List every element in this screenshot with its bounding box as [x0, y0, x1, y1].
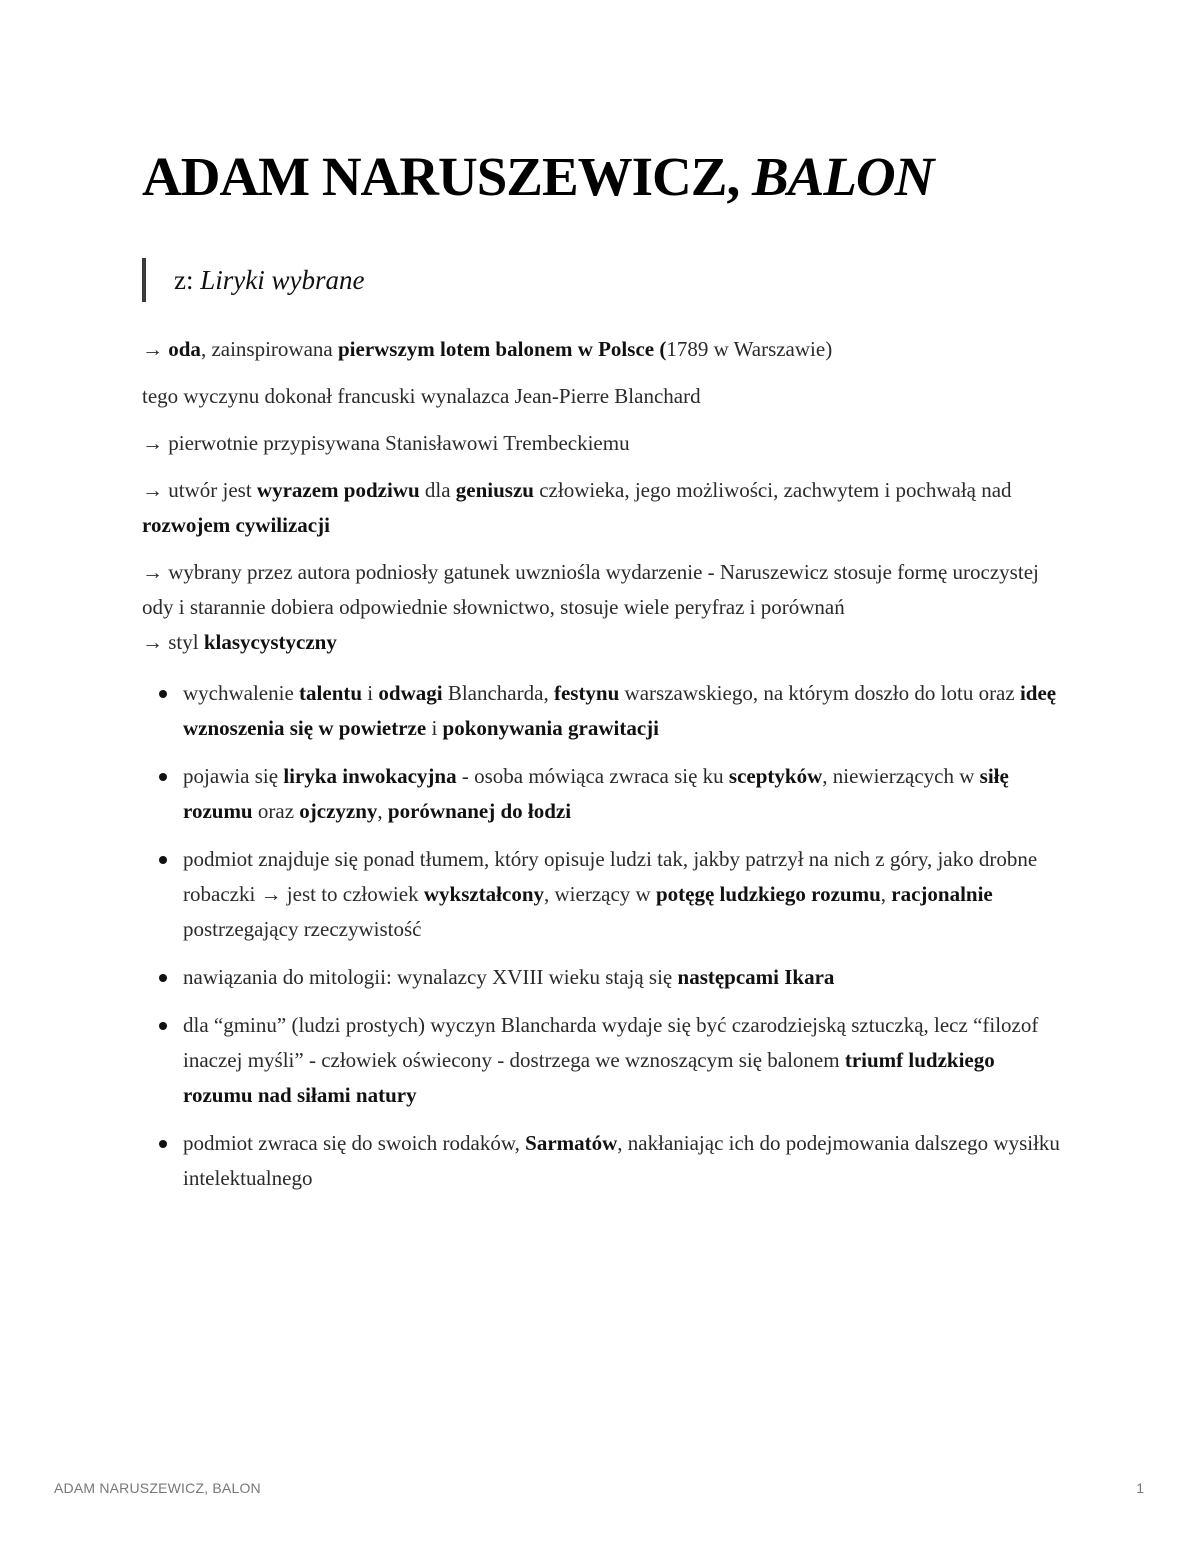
text: ,: [377, 799, 388, 823]
text: Blancharda,: [442, 681, 554, 705]
text: , zainspirowana: [200, 337, 338, 361]
document-body: [142, 332, 1062, 1209]
quote-italic: Liryki wybrane: [200, 265, 365, 295]
bullet-dot-icon: [159, 1022, 167, 1030]
text: człowieka, jego możliwości, zachwytem i pochwałą nad: [533, 478, 1012, 502]
bold-text: ideę wznoszenia się w powietrze: [183, 681, 1057, 740]
bold-text: pierwszym lotem balonem w Polsce (: [337, 337, 667, 361]
text: wychwalenie: [183, 681, 300, 705]
text: oraz: [252, 799, 300, 823]
text: → utwór jest: [142, 478, 257, 502]
text: , nakłaniając ich do podejmowania dalszego wysiłku intelektualnego: [183, 1131, 1060, 1190]
paragraph-style: [142, 625, 1062, 660]
bullet-dot-icon: [159, 1140, 167, 1148]
bold-text: pokonywania grawitacji: [442, 716, 659, 740]
page-number: 1: [1136, 1480, 1144, 1496]
bold-text: racjonalnie: [891, 882, 993, 906]
text: dla: [419, 478, 456, 502]
text: postrzegający rzeczywistość: [183, 917, 422, 941]
paragraph-inventor: [142, 379, 1062, 414]
text: , niewierzących w: [822, 764, 980, 788]
list-item: [142, 676, 1062, 746]
bullet-dot-icon: [159, 856, 167, 864]
text: i: [426, 716, 443, 740]
text: → styl: [142, 630, 204, 654]
bold-text: wyrazem podziwu: [256, 478, 420, 502]
page-title: [142, 142, 933, 212]
bold-text: talentu: [299, 681, 363, 705]
text: ,: [880, 882, 892, 906]
list-item: [142, 1126, 1062, 1196]
bold-text: klasycystyczny: [203, 630, 337, 654]
text: nawiązania do mitologii: wynalazcy XVIII wieku stają się: [183, 965, 678, 989]
paragraph-genre: [142, 332, 1062, 367]
bold-text: rozwojem cywilizacji: [142, 513, 330, 537]
bold-text: następcami Ikara: [677, 965, 835, 989]
bullet-dot-icon: [159, 974, 167, 982]
text: , wierzący w: [544, 882, 656, 906]
bullet-dot-icon: [159, 773, 167, 781]
text: 1789 w Warszawie): [666, 337, 833, 361]
paragraph-form: [142, 555, 1062, 625]
bold-text: potęgę ludzkiego rozumu: [655, 882, 881, 906]
bold-text: odwagi: [378, 681, 443, 705]
bullet-list: [142, 676, 1062, 1196]
text: i: [362, 681, 379, 705]
text: tego wyczynu dokonał francuski wynalazca Jean-Pierre Blanchard: [142, 384, 701, 408]
source-quote: [142, 258, 364, 302]
text: - osoba mówiąca zwraca się ku: [456, 764, 729, 788]
text: dla “gminu” (ludzi prostych) wyczyn Blancharda wydaje się być czarodziejską sztuczką, lecz “filozof inaczej myśli” - człowiek oświecony - dostrzega we wznoszącym się balonem: [183, 1013, 1039, 1072]
bold-text: triumf ludzkiego rozumu nad siłami natury: [183, 1048, 995, 1107]
arrow-text: →: [142, 337, 169, 361]
text: → wybrany przez autora podniosły gatunek uwzniośla wydarzenie - Naruszewicz stosuje formę uroczystej ody i starannie dobiera odpowiednie słownictwo, stosuje wiele peryfraz i porównań: [142, 560, 1039, 619]
quote-prefix: z:: [174, 265, 201, 295]
paragraph-admiration: [142, 473, 1062, 543]
text: → pierwotnie przypisywana Stanisławowi Trembeckiemu: [142, 431, 630, 455]
bold-text: liryka inwokacyjna: [283, 764, 457, 788]
bold-text: wykształcony: [423, 882, 545, 906]
bold-text: siłę rozumu: [183, 764, 1009, 823]
text: pojawia się: [183, 764, 284, 788]
list-item: [142, 759, 1062, 829]
bold-text: geniuszu: [455, 478, 534, 502]
list-item: [142, 960, 1062, 995]
bold-text: ojczyzny: [299, 799, 378, 823]
text: podmiot znajduje się ponad tłumem, który opisuje ludzi tak, jakby patrzył na nich z góry, jako drobne robaczki → jest to człowiek: [183, 847, 1038, 906]
bold-text: Sarmatów: [525, 1131, 618, 1155]
bold-text: oda: [168, 337, 201, 361]
title-italic: BALON: [751, 146, 934, 207]
text: podmiot zwraca się do swoich rodaków,: [183, 1131, 526, 1155]
list-item: [142, 1008, 1062, 1113]
bullet-dot-icon: [159, 690, 167, 698]
bold-text: festynu: [553, 681, 620, 705]
text: warszawskiego, na którym doszło do lotu oraz: [619, 681, 1020, 705]
bold-text: porównanej do łodzi: [387, 799, 572, 823]
paragraph-attribution: [142, 426, 1062, 461]
list-item: [142, 842, 1062, 947]
bold-text: sceptyków: [728, 764, 823, 788]
footer-title: ADAM NARUSZEWICZ, BALON: [54, 1480, 261, 1496]
title-main: ADAM NARUSZEWICZ,: [142, 146, 752, 207]
